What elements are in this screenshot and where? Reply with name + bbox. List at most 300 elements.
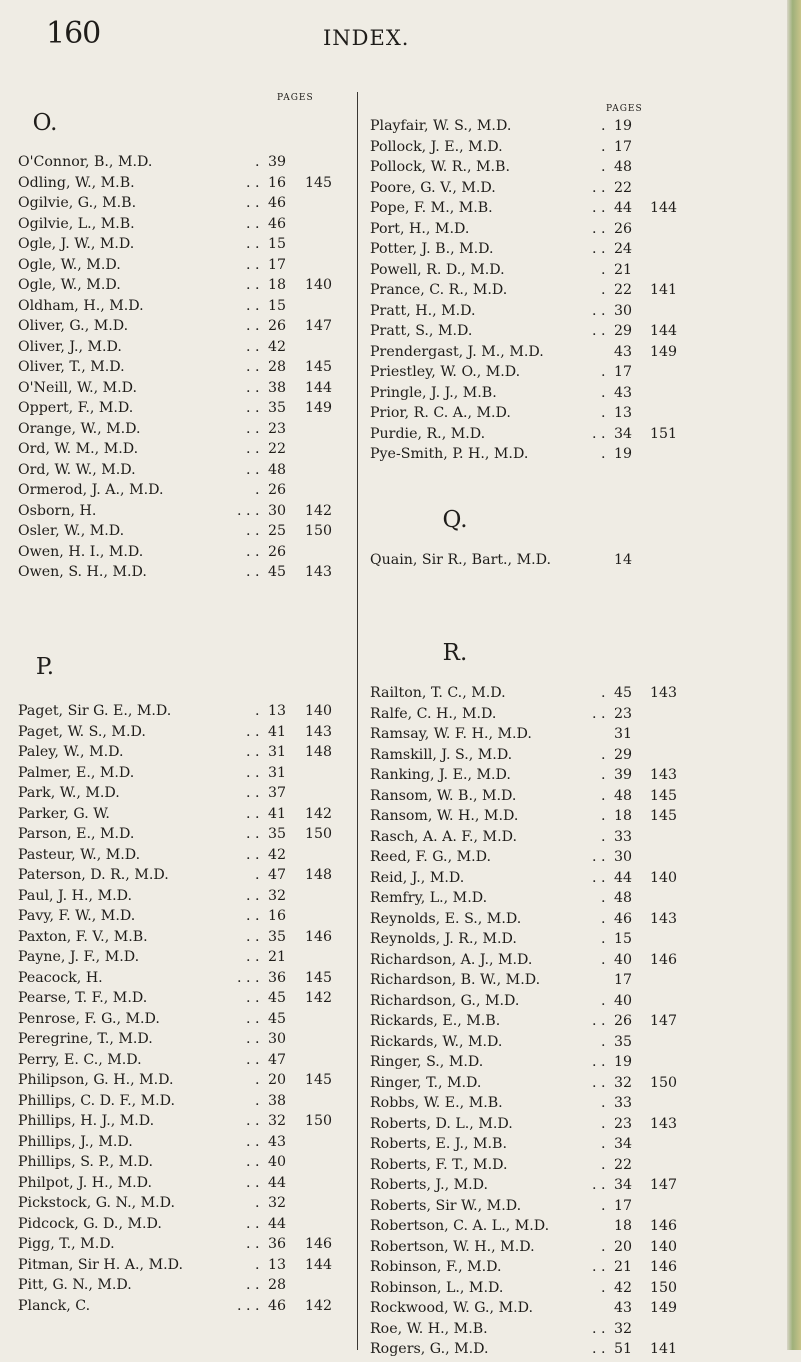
entry-leader-dots: . .	[246, 1133, 260, 1150]
entry-name: Ringer, S., M.D.	[370, 1054, 484, 1070]
entry-leader-dots: . .	[246, 990, 260, 1006]
entry-leader-dots: .	[601, 746, 606, 763]
index-entry	[18, 1277, 348, 1298]
entry-page: 29	[614, 323, 633, 339]
index-entry	[18, 785, 348, 806]
entry-leader-dots: . .	[246, 785, 260, 801]
index-entry	[370, 552, 700, 573]
entry-leader-dots: . .	[246, 236, 260, 252]
entry-page: 29	[614, 746, 633, 763]
entry-page: 15	[268, 236, 287, 252]
entry-page: 25	[268, 523, 287, 539]
index-entry	[18, 847, 348, 868]
index-entry	[370, 1157, 700, 1178]
entry-name: Owen, H. I., M.D.	[18, 543, 144, 560]
entry-name: Railton, T. C., M.D.	[370, 685, 506, 701]
entry-name: Oliver, J., M.D.	[18, 338, 122, 355]
entry-name: Quain, Sir R., Bart., M.D.	[370, 552, 551, 568]
entry-page: 46	[268, 195, 287, 211]
index-entry	[370, 1259, 700, 1280]
entry-page: 35	[614, 1033, 633, 1050]
entry-page-secondary: 140	[650, 1238, 678, 1255]
index-entry	[18, 867, 348, 888]
entry-page: 38	[268, 379, 287, 396]
section-letter-p: P.	[35, 654, 55, 680]
entry-leader-dots: . .	[246, 744, 260, 760]
index-entry	[370, 993, 700, 1014]
index-entry	[370, 282, 700, 303]
entry-name: Parson, E., M.D.	[18, 826, 135, 842]
entry-page: 17	[614, 138, 633, 155]
entry-page: 23	[614, 1115, 633, 1132]
index-entry	[18, 380, 348, 401]
entry-name: Pitman, Sir H. A., M.D.	[18, 1256, 183, 1273]
index-entry	[18, 257, 348, 278]
entry-page: 17	[614, 1197, 633, 1214]
section-p-continued-entries	[370, 118, 700, 467]
entry-page: 43	[614, 1300, 633, 1316]
section-r-entries	[370, 685, 700, 1362]
entry-name: Odling, W., M.B.	[18, 174, 135, 191]
entry-leader-dots: .	[601, 138, 606, 155]
entry-leader-dots: . .	[246, 1051, 260, 1068]
entry-name: Park, W., M.D.	[18, 785, 120, 801]
entry-page: 21	[614, 261, 633, 278]
entry-page: 48	[268, 461, 287, 478]
entry-leader-dots: . .	[246, 543, 260, 560]
entry-page: 26	[268, 482, 287, 498]
index-entry	[18, 1298, 348, 1319]
entry-page-secondary: 149	[650, 1300, 678, 1316]
entry-page-secondary: 146	[650, 1218, 678, 1234]
entry-name: Ogle, W., M.D.	[18, 256, 121, 273]
entry-page: 45	[268, 1010, 287, 1027]
entry-name: Paterson, D. R., M.D.	[18, 867, 169, 883]
entry-page-secondary: 144	[305, 379, 333, 396]
entry-leader-dots: . .	[246, 564, 260, 580]
entry-page: 20	[268, 1072, 287, 1088]
index-entry	[370, 262, 700, 283]
entry-page: 48	[614, 890, 633, 906]
entry-page: 32	[268, 1113, 287, 1129]
entry-leader-dots: . .	[246, 1010, 260, 1027]
index-entry	[18, 1011, 348, 1032]
entry-leader-dots: .	[255, 482, 260, 498]
entry-page-secondary: 150	[650, 1279, 678, 1296]
entry-page: 47	[268, 867, 287, 883]
section-letter-r: R.	[442, 640, 468, 666]
entry-page: 21	[268, 949, 287, 965]
entry-page: 40	[614, 951, 633, 968]
index-entry	[370, 952, 700, 973]
entry-page-secondary: 144	[305, 1256, 333, 1273]
entry-name: Ogle, J. W., M.D.	[18, 236, 135, 252]
entry-page: 30	[268, 502, 287, 519]
section-q-entries	[370, 552, 700, 573]
entry-page: 19	[614, 118, 633, 134]
entry-leader-dots: .	[601, 1136, 606, 1152]
index-entry	[18, 806, 348, 827]
entry-name: Roberts, E. J., M.B.	[370, 1136, 507, 1152]
entry-name: Pickstock, G. N., M.D.	[18, 1195, 176, 1211]
entry-leader-dots: . .	[592, 200, 606, 216]
entry-page-secondary: 146	[650, 1259, 678, 1275]
index-entry	[370, 911, 700, 932]
index-entry	[370, 767, 700, 788]
entry-page: 30	[268, 1031, 287, 1047]
entry-leader-dots: . .	[592, 179, 606, 196]
index-entry	[370, 364, 700, 385]
entry-leader-dots: . .	[592, 220, 606, 237]
entry-page-secondary: 142	[305, 1297, 333, 1314]
index-entry	[370, 808, 700, 829]
entry-name: Rickards, W., M.D.	[370, 1033, 503, 1050]
entry-page: 19	[614, 446, 633, 462]
index-entry	[370, 1116, 700, 1137]
index-entry	[370, 1218, 700, 1239]
entry-page: 42	[268, 846, 287, 863]
entry-leader-dots: . .	[246, 461, 260, 478]
entry-name: Robinson, F., M.D.	[370, 1259, 502, 1275]
entry-page: 48	[614, 787, 633, 804]
entry-leader-dots: . .	[246, 928, 260, 945]
entry-leader-dots: . .	[246, 523, 260, 539]
entry-page: 18	[268, 277, 287, 293]
entry-name: Payne, J. F., M.D.	[18, 949, 140, 965]
entry-leader-dots: . .	[246, 420, 260, 437]
entry-page: 44	[268, 1215, 287, 1232]
index-entry	[370, 405, 700, 426]
entry-page-secondary: 147	[305, 318, 333, 334]
entry-page: 13	[268, 703, 287, 719]
index-entry	[18, 1031, 348, 1052]
entry-name: Potter, J. B., M.D.	[370, 241, 494, 257]
entry-leader-dots: . . .	[237, 502, 260, 519]
entry-page: 42	[614, 1279, 633, 1296]
entry-page: 40	[614, 992, 633, 1009]
entry-name: Roberts, Sir W., M.D.	[370, 1197, 522, 1214]
entry-leader-dots: .	[601, 1238, 606, 1255]
index-entry	[370, 159, 700, 180]
entry-page-secondary: 150	[305, 826, 333, 842]
section-letter-o: O.	[32, 110, 58, 136]
entry-name: Pratt, H., M.D.	[370, 302, 476, 319]
entry-leader-dots: .	[601, 931, 606, 947]
entry-leader-dots: .	[255, 867, 260, 883]
index-entry	[18, 744, 348, 765]
entry-name: Ogilvie, G., M.B.	[18, 195, 137, 211]
entry-name: Roberts, J., M.D.	[370, 1177, 489, 1193]
entry-page-secondary: 142	[305, 990, 333, 1006]
index-entry	[18, 482, 348, 503]
entry-page: 51	[614, 1341, 633, 1357]
entry-leader-dots: . .	[592, 1259, 606, 1275]
entry-name: Ransom, W. B., M.D.	[370, 787, 517, 804]
entry-name: Roberts, D. L., M.D.	[370, 1115, 513, 1132]
entry-page: 42	[268, 338, 287, 355]
entry-page: 17	[268, 256, 287, 273]
entry-leader-dots: . .	[246, 887, 260, 904]
entry-name: Pavy, F. W., M.D.	[18, 908, 136, 924]
index-entry	[370, 870, 700, 891]
entry-leader-dots: . .	[246, 826, 260, 842]
entry-page: 30	[614, 302, 633, 319]
entry-name: Oliver, G., M.D.	[18, 318, 129, 334]
entry-page: 35	[268, 928, 287, 945]
entry-name: Pope, F. M., M.B.	[370, 200, 493, 216]
entry-name: Ramskill, J. S., M.D.	[370, 746, 513, 763]
entry-name: Robertson, C. A. L., M.D.	[370, 1218, 550, 1234]
entry-leader-dots: .	[601, 787, 606, 804]
entry-name: Penrose, F. G., M.D.	[18, 1010, 160, 1027]
index-entry	[370, 706, 700, 727]
entry-page-secondary: 145	[305, 359, 333, 375]
entry-leader-dots: . .	[592, 1074, 606, 1091]
entry-page-secondary: 145	[305, 1072, 333, 1088]
entry-page: 24	[614, 241, 633, 257]
entry-name: Phillips, C. D. F., M.D.	[18, 1092, 176, 1109]
entry-page-secondary: 145	[305, 174, 333, 191]
index-entry	[18, 339, 348, 360]
entry-page: 43	[614, 343, 633, 360]
entry-leader-dots: . .	[592, 849, 606, 865]
index-entry	[18, 564, 348, 585]
entry-leader-dots: . .	[592, 1341, 606, 1357]
index-entry	[370, 747, 700, 768]
entry-page: 33	[614, 1095, 633, 1111]
entry-page: 31	[268, 744, 287, 760]
index-entry	[18, 765, 348, 786]
entry-name: Owen, S. H., M.D.	[18, 564, 147, 580]
entry-name: Oppert, F., M.D.	[18, 400, 134, 416]
entry-page: 15	[268, 297, 287, 314]
entry-leader-dots: . .	[246, 764, 260, 781]
index-entry	[370, 180, 700, 201]
index-entry	[370, 931, 700, 952]
entry-name: Roberts, F. T., M.D.	[370, 1156, 508, 1173]
entry-page: 32	[614, 1320, 633, 1337]
index-entry	[370, 426, 700, 447]
index-entry	[370, 829, 700, 850]
entry-name: Ralfe, C. H., M.D.	[370, 705, 497, 722]
entry-page: 35	[268, 400, 287, 416]
entry-leader-dots: . .	[246, 297, 260, 314]
entry-name: Prior, R. C. A., M.D.	[370, 405, 511, 421]
entry-name: Roe, W. H., M.B.	[370, 1320, 488, 1337]
entry-page: 31	[614, 726, 633, 742]
entry-page: 34	[614, 425, 633, 442]
entry-name: Ramsay, W. F. H., M.D.	[370, 726, 532, 742]
entry-name: Phillips, J., M.D.	[18, 1133, 133, 1150]
entry-name: Philipson, G. H., M.D.	[18, 1072, 174, 1088]
entry-name: Robinson, L., M.D.	[370, 1279, 504, 1296]
index-entry	[370, 1013, 700, 1034]
entry-name: O'Neill, W., M.D.	[18, 379, 138, 396]
index-entry	[18, 1072, 348, 1093]
page-number: 160	[46, 16, 101, 51]
entry-leader-dots: . .	[592, 1054, 606, 1070]
entry-page-secondary: 142	[305, 805, 333, 822]
entry-page: 18	[614, 1218, 633, 1234]
entry-leader-dots: .	[601, 1095, 606, 1111]
entry-name: Priestley, W. O., M.D.	[370, 364, 521, 380]
entry-page: 39	[614, 767, 633, 783]
entry-leader-dots: . .	[246, 195, 260, 211]
entry-page: 21	[614, 1259, 633, 1275]
index-entry	[370, 1054, 700, 1075]
entry-page: 46	[614, 910, 633, 927]
entry-page-secondary: 146	[305, 928, 333, 945]
entry-page: 44	[268, 1174, 287, 1191]
entry-leader-dots: .	[601, 384, 606, 401]
entry-page: 26	[268, 318, 287, 334]
entry-page-secondary: 146	[305, 1236, 333, 1252]
entry-name: Parker, G. W.	[18, 805, 110, 822]
index-entry	[18, 703, 348, 724]
index-entry	[370, 1095, 700, 1116]
entry-leader-dots: .	[601, 828, 606, 845]
entry-page: 17	[614, 972, 633, 988]
entry-leader-dots: . .	[246, 174, 260, 191]
entry-name: Reynolds, E. S., M.D.	[370, 910, 522, 927]
entry-page: 28	[268, 1277, 287, 1293]
entry-leader-dots: .	[601, 685, 606, 701]
entry-name: Pasteur, W., M.D.	[18, 846, 141, 863]
index-entry	[370, 200, 700, 221]
entry-leader-dots: .	[601, 364, 606, 380]
index-entry	[18, 462, 348, 483]
entry-name: Pearse, T. F., M.D.	[18, 990, 148, 1006]
entry-page-secondary: 141	[650, 1341, 678, 1357]
entry-page: 37	[268, 785, 287, 801]
entry-leader-dots: . .	[246, 256, 260, 273]
entry-leader-dots: .	[601, 808, 606, 824]
entry-page: 43	[268, 1133, 287, 1150]
entry-page: 35	[268, 826, 287, 842]
entry-name: Phillips, H. J., M.D.	[18, 1113, 155, 1129]
entry-page-secondary: 147	[650, 1177, 678, 1193]
entry-leader-dots: . .	[592, 1177, 606, 1193]
entry-leader-dots: . .	[246, 908, 260, 924]
entry-page: 46	[268, 215, 287, 232]
entry-page: 18	[614, 808, 633, 824]
entry-leader-dots: .	[601, 446, 606, 462]
entry-page-secondary: 144	[650, 200, 678, 216]
entry-page-secondary: 143	[650, 910, 678, 927]
entry-name: Pollock, W. R., M.B.	[370, 159, 510, 175]
entry-leader-dots: .	[601, 890, 606, 906]
entry-name: Robbs, W. E., M.B.	[370, 1095, 503, 1111]
index-entry	[18, 1113, 348, 1134]
entry-page: 19	[614, 1054, 633, 1070]
entry-name: Philpot, J. H., M.D.	[18, 1174, 153, 1191]
index-entry	[18, 298, 348, 319]
entry-leader-dots: . .	[592, 323, 606, 339]
entry-page: 13	[268, 1256, 287, 1273]
entry-page: 17	[614, 364, 633, 380]
index-entry	[370, 1198, 700, 1219]
index-entry	[370, 1136, 700, 1157]
entry-name: Peacock, H.	[18, 969, 103, 986]
entry-leader-dots: . .	[592, 302, 606, 319]
entry-leader-dots: . .	[246, 723, 260, 740]
entry-page: 22	[614, 1156, 633, 1173]
entry-name: Paul, J. H., M.D.	[18, 887, 132, 904]
entry-leader-dots: .	[255, 1195, 260, 1211]
index-entry	[18, 195, 348, 216]
entry-leader-dots: .	[601, 261, 606, 278]
entry-name: Prendergast, J. M., M.D.	[370, 343, 544, 360]
index-entry	[370, 344, 700, 365]
entry-leader-dots: . .	[592, 1320, 606, 1337]
entry-page: 45	[614, 685, 633, 701]
entry-leader-dots: . . .	[237, 1297, 260, 1314]
entry-page-secondary: 140	[305, 703, 333, 719]
entry-name: Playfair, W. S., M.D.	[370, 118, 512, 134]
index-entry	[370, 323, 700, 344]
entry-leader-dots: .	[601, 1156, 606, 1173]
entry-page: 16	[268, 908, 287, 924]
entry-name: Purdie, R., M.D.	[370, 425, 486, 442]
entry-name: Remfry, L., M.D.	[370, 890, 488, 906]
index-entry	[18, 277, 348, 298]
entry-page: 32	[268, 1195, 287, 1211]
index-entry	[18, 544, 348, 565]
index-entry	[18, 949, 348, 970]
entry-leader-dots: . .	[246, 400, 260, 416]
index-entry	[370, 446, 700, 467]
entry-name: Prance, C. R., M.D.	[370, 282, 508, 298]
entry-page-secondary: 147	[650, 1013, 678, 1029]
entry-page-secondary: 148	[305, 867, 333, 883]
entry-leader-dots: . .	[246, 338, 260, 355]
entry-leader-dots: . .	[592, 869, 606, 886]
entry-name: Phillips, S. P., M.D.	[18, 1154, 154, 1170]
entry-leader-dots: .	[255, 1092, 260, 1109]
index-entry	[370, 1177, 700, 1198]
index-entry	[18, 1052, 348, 1073]
page-title: INDEX.	[323, 26, 410, 50]
entry-page: 41	[268, 805, 287, 822]
entry-page: 44	[614, 869, 633, 886]
entry-name: Reid, J., M.D.	[370, 869, 465, 886]
entry-page-secondary: 150	[650, 1074, 678, 1091]
entry-leader-dots: . .	[246, 215, 260, 232]
right-column	[370, 0, 700, 1357]
index-entry	[370, 1341, 700, 1362]
entry-page-secondary: 151	[650, 425, 678, 442]
entry-page: 32	[614, 1074, 633, 1091]
entry-leader-dots: . .	[246, 1113, 260, 1129]
entry-name: Ord, W. W., M.D.	[18, 461, 136, 478]
entry-page: 16	[268, 174, 287, 191]
entry-page-secondary: 142	[305, 502, 333, 519]
entry-name: Poore, G. V., M.D.	[370, 179, 496, 196]
entry-page: 45	[268, 990, 287, 1006]
entry-name: Reed, F. G., M.D.	[370, 849, 491, 865]
entry-name: Planck, C.	[18, 1297, 91, 1314]
entry-name: Pollock, J. E., M.D.	[370, 138, 503, 155]
index-entry	[370, 1075, 700, 1096]
entry-page-secondary: 140	[650, 869, 678, 886]
entry-name: Paxton, F. V., M.B.	[18, 928, 148, 945]
pages-header-left: PAGES	[277, 93, 314, 103]
entry-leader-dots: . .	[246, 949, 260, 965]
entry-page-secondary: 143	[305, 564, 333, 580]
entry-name: Ord, W. M., M.D.	[18, 441, 139, 457]
entry-page: 31	[268, 764, 287, 781]
entry-name: Port, H., M.D.	[370, 220, 470, 237]
